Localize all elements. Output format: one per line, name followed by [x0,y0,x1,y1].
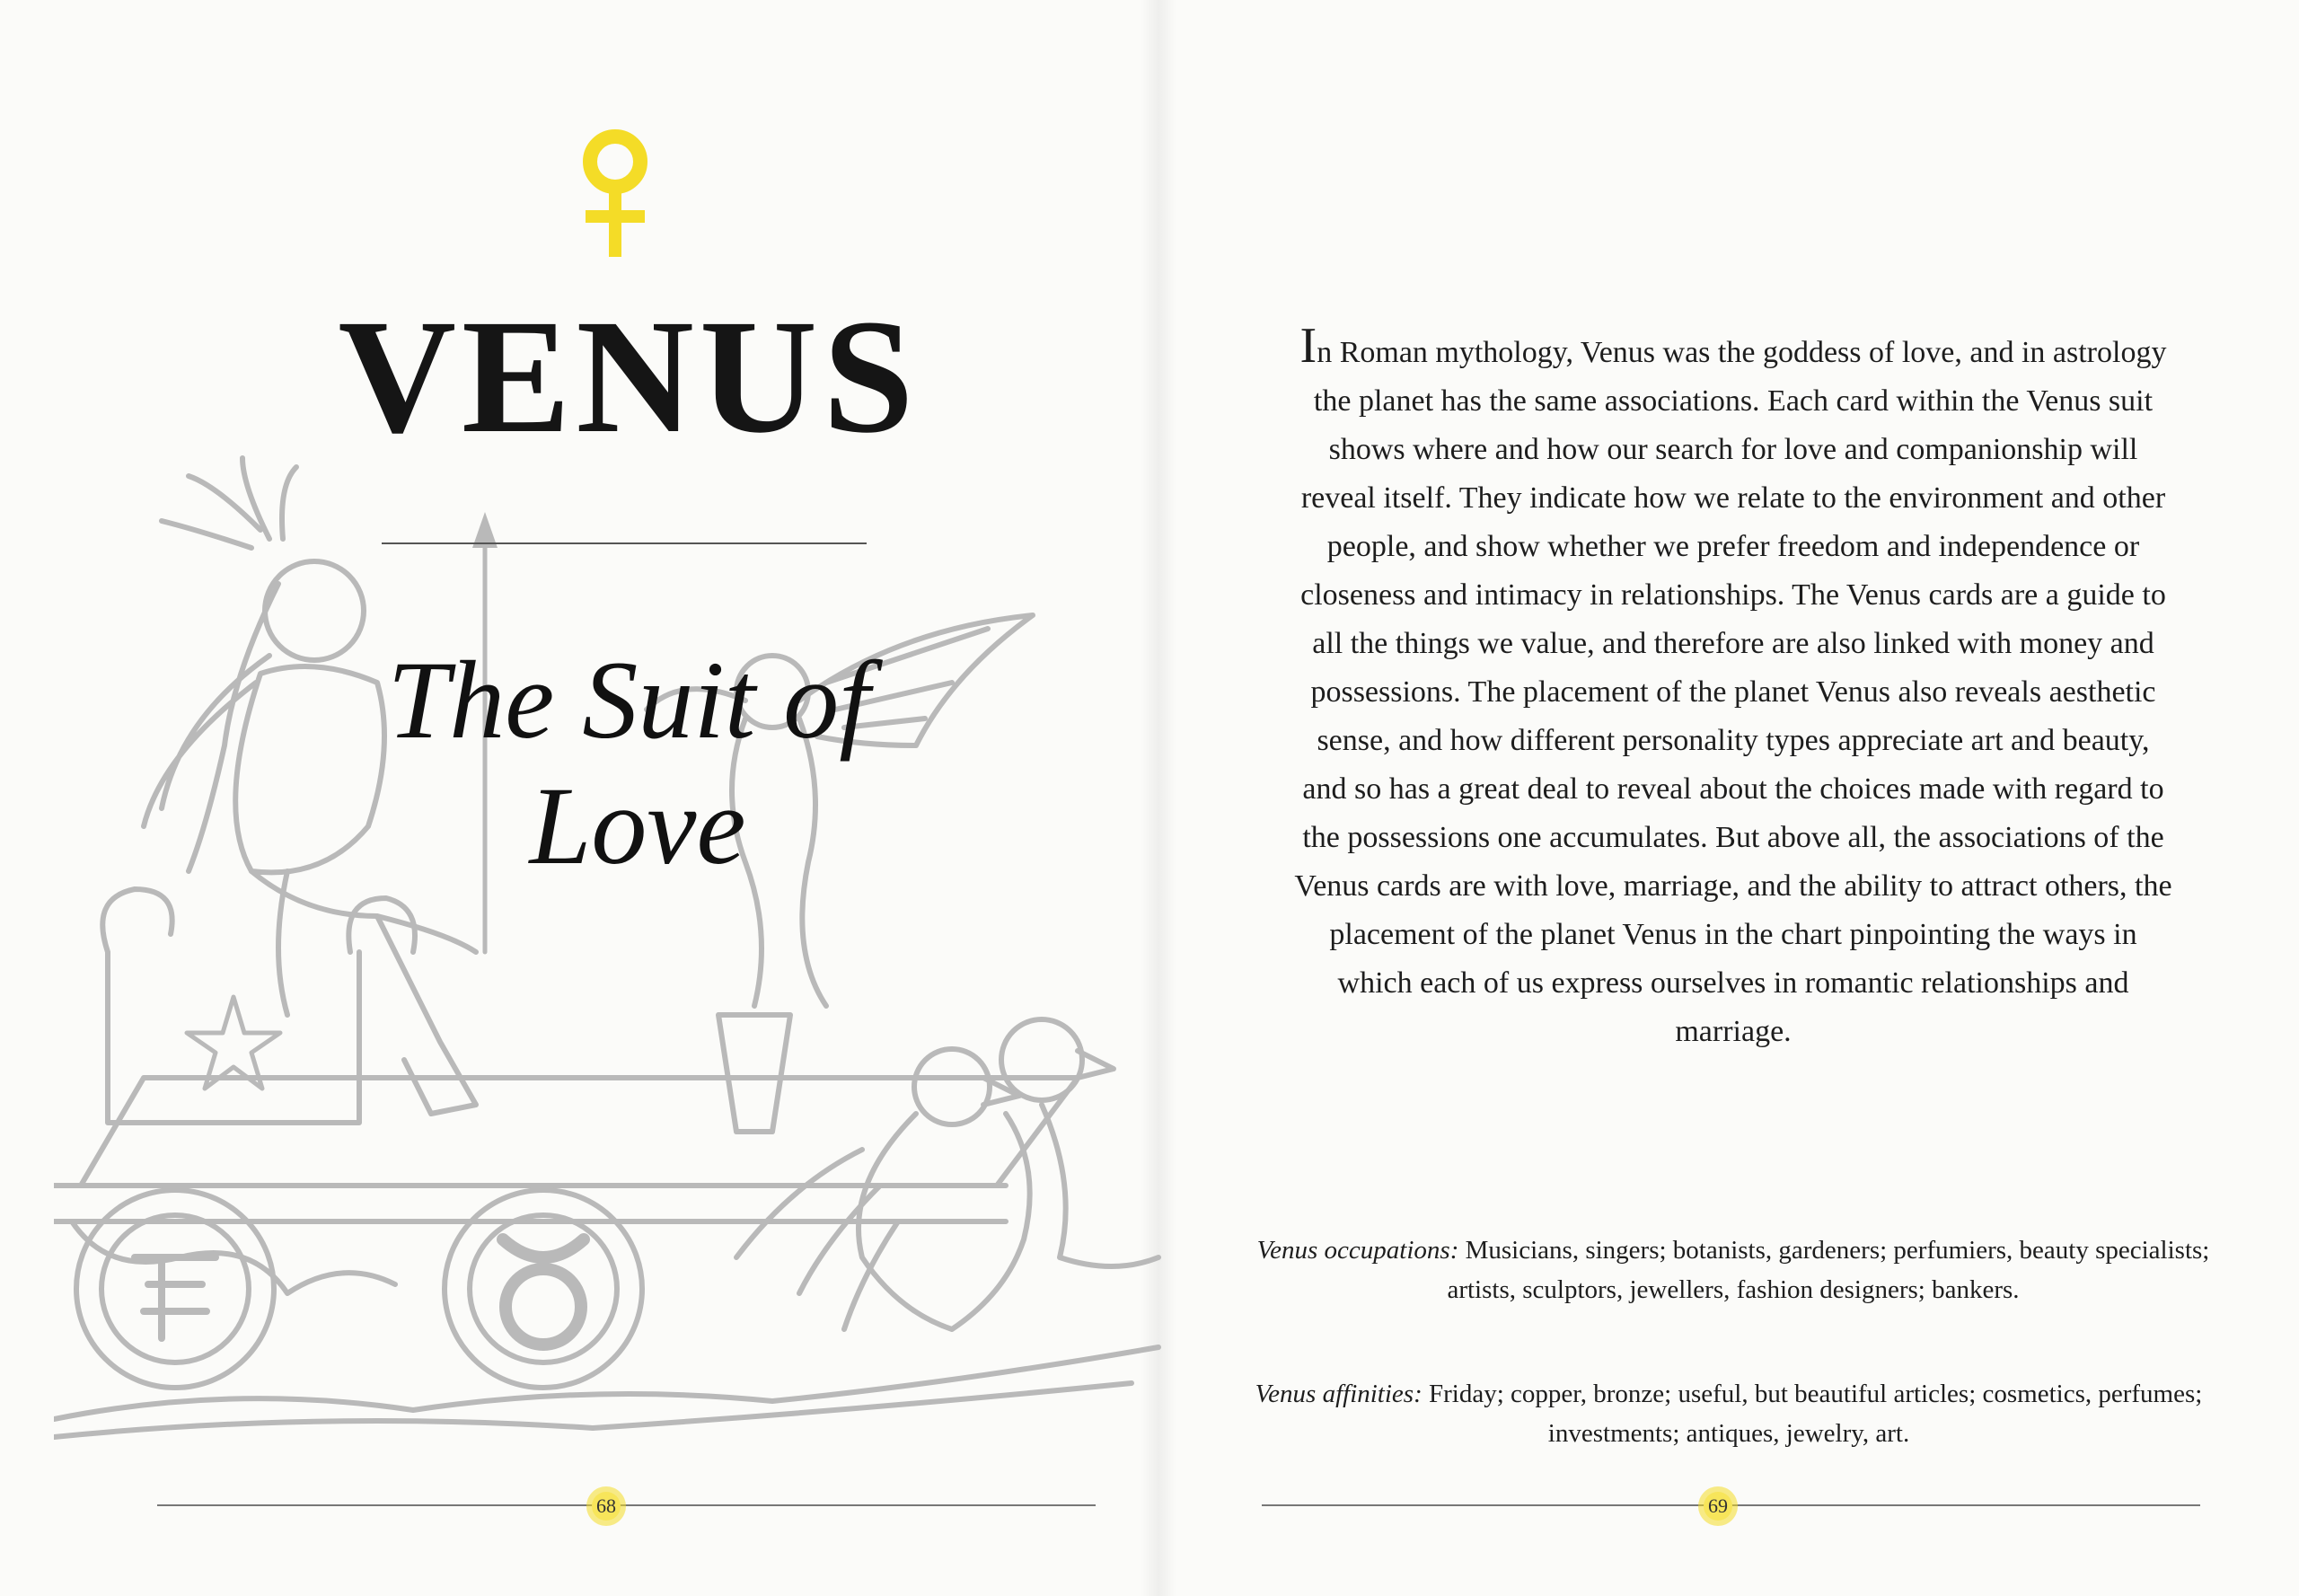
throne [102,889,415,1123]
drop-cap: I [1299,318,1317,374]
venus-symbol-icon [575,117,656,260]
affinities-text: Friday; copper, bronze; useful, but beautiful articles; cosmetics, perfumes; investments; antiques, jewelry, art. [1429,1380,2203,1448]
chariot [54,1078,1158,1437]
subtitle-line-2: Love [529,764,746,887]
page-number-badge-right [1697,1486,1739,1527]
affinities-note [1239,1374,2218,1453]
suit-subtitle [305,638,934,889]
venus-chariot-illustration [54,449,1212,1455]
body-paragraph [1293,318,2173,1056]
page-number: 69 [1708,1495,1728,1517]
title-divider [382,542,867,544]
page-title: VENUS [338,287,920,467]
page-number-badge-left [586,1486,627,1527]
occupations-note [1248,1230,2218,1309]
occupations-text: Musicians, singers; botanists, gardeners; perfumiers, beauty specialists; artists, sculptors, jewellers, fashion designers; bankers. [1447,1236,2210,1304]
page-number: 68 [596,1495,616,1517]
subtitle-line-1: The Suit of [387,639,870,762]
birds [736,1019,1158,1329]
occupations-label: Venus occupations: [1256,1236,1459,1265]
affinities-label: Venus affinities: [1255,1380,1423,1408]
body-text: n Roman mythology, Venus was the goddess of love, and in astrology the planet has the same associations. Each card within the Venus suit shows where and how our search for love and companionship will reveal itself. They indicate how we relate to the environment and other people, and show whether we prefer freedom and independence or closeness and intimacy in relationships. The Venus cards are a guide to all the things we value, and therefore are also linked with money and possessions. The placement of the planet Venus also reveals aesthetic sense, and how different personality types appreciate art and beauty, and so has a great deal to reveal about the choices made with regard to the possessions one accumulates. But above all, the associations of the Venus cards are with love, marriage, and the ability to attract others, the placement of the planet Venus in the chart pinpointing the ways in which each of us express ourselves in romantic relationships and marriage. [1294,336,2172,1048]
